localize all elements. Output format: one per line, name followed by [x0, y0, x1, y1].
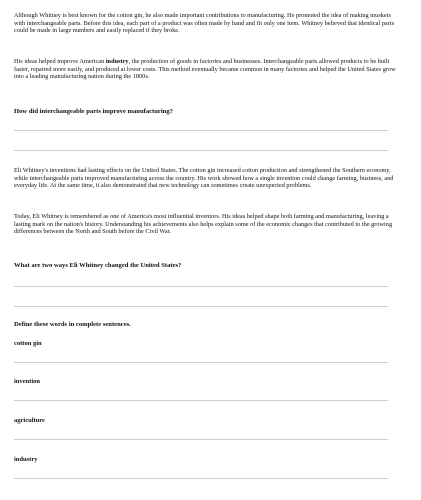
paragraph-lasting-effects: Eli Whitney's inventions had lasting effects on the United States. The cotton gin increased cotton production and strengthened the Southern economy, while interchangeable parts improved manufacturing across the country. His work showed how a single invention could change farming, business, and everyday life. At the same time, it also demonstrated that new technology can sometimes create unexpected problems.	[14, 167, 394, 190]
answer-line[interactable]	[14, 150, 388, 151]
paragraph-industry-text-start: His ideas helped improve American	[14, 58, 106, 65]
answer-line[interactable]	[14, 130, 388, 131]
answer-line[interactable]	[14, 400, 388, 401]
paragraph-industry	[14, 58, 399, 81]
vocab-term-industry: industry	[105, 58, 129, 65]
answer-line[interactable]	[14, 478, 388, 479]
question-interchangeable-parts: How did interchangeable parts improve manufacturing?	[14, 108, 173, 115]
answer-line[interactable]	[14, 306, 388, 307]
answer-line[interactable]	[14, 439, 388, 440]
paragraph-legacy: Today, Eli Whitney is remembered as one of America's most influential inventors. His ideas helped shape both farming and manufacturing, leaving a lasting mark on the nation's history. Understanding his achievements also helps explain some of the economic changes that contributed to the growing differences between the North and South before the Civil War.	[14, 213, 393, 236]
question-ways-changed-us: What are two ways Eli Whitney changed the United States?	[14, 262, 182, 269]
paragraph-industry-text-end: , the production of goods in factories and businesses. Interchangeable parts allowed products to be built faster, repaired more easily, and produced at lower costs. This method eventually became common in many factories and helped the United States grow into a leading manufacturing nation during the 1800s.	[14, 58, 396, 81]
vocab-term-agriculture: agriculture	[14, 417, 45, 424]
vocab-instructions: Define these words in complete sentences.	[14, 321, 131, 328]
vocab-term-industry-definition: industry	[14, 456, 38, 463]
answer-line[interactable]	[14, 362, 388, 363]
vocab-term-cotton-gin: cotton gin	[14, 340, 42, 347]
paragraph-manufacturing-contributions: Although Whitney is best known for the cotton gin, he also made important contributions to manufacturing. He promoted the idea of making muskets with interchangeable parts. Before this idea, each part of a product was often made by hand and fit only one item. Whitney believed that identical parts could be made in large numbers and easily replaced if they broke.	[14, 12, 395, 35]
answer-line[interactable]	[14, 286, 388, 287]
vocab-term-invention: invention	[14, 378, 41, 385]
